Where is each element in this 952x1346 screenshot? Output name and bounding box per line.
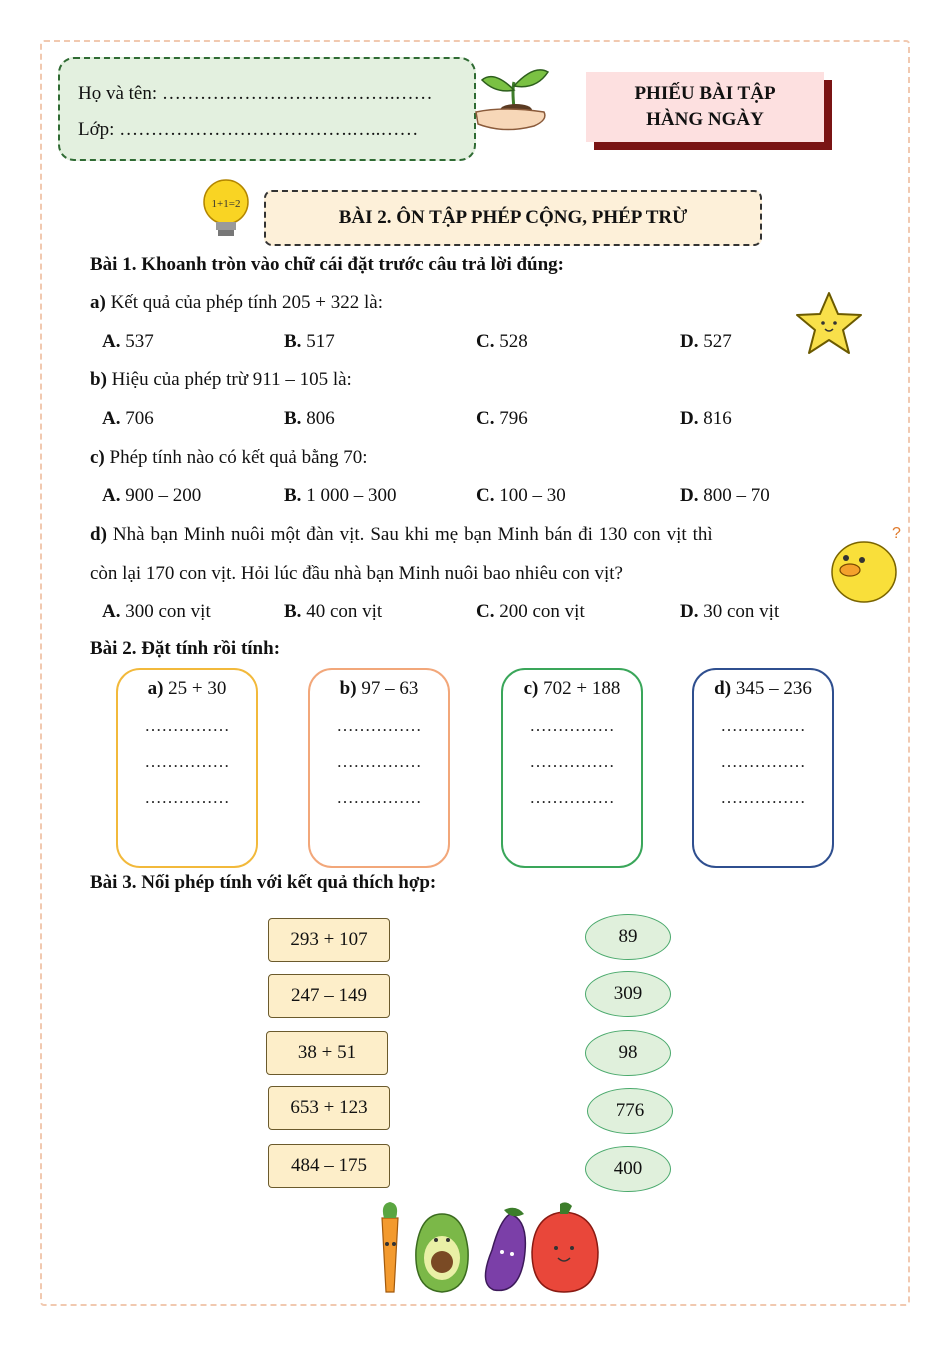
result-oval[interactable]: 89 — [585, 914, 671, 960]
ex1-a-option-b[interactable]: B. 517 — [284, 331, 335, 352]
expression-box[interactable]: 247 – 149 — [268, 974, 390, 1018]
ex1-d-option-c[interactable]: C. 200 con vịt — [476, 601, 585, 622]
ex2-box-c — [501, 668, 643, 868]
ex1-d-option-b[interactable]: B. 40 con vịt — [284, 601, 383, 622]
ex1-b-option-b[interactable]: B. 806 — [284, 408, 335, 429]
ex1-b-question: b) Hiệu của phép trừ 911 – 105 là: — [90, 369, 352, 390]
lesson-title: BÀI 2. ÔN TẬP PHÉP CỘNG, PHÉP TRỪ — [338, 207, 688, 228]
expression-box[interactable]: 38 + 51 — [266, 1031, 388, 1075]
answer-line[interactable]: …………… — [336, 788, 422, 807]
ex1-c-option-a[interactable]: A. 900 – 200 — [102, 485, 202, 506]
lightbulb-icon — [198, 176, 256, 242]
ex1-d-option-d[interactable]: D. 30 con vịt — [680, 601, 780, 622]
bulb-text: 1+1=2 — [211, 198, 241, 210]
duck-icon — [826, 520, 906, 606]
name-field[interactable]: Họ và tên: ……………………………….…… — [78, 83, 433, 104]
ex1-b-option-c[interactable]: C. 796 — [476, 408, 528, 429]
class-field[interactable]: Lớp: ……………………………….…..…… — [78, 119, 419, 140]
vegetables-illustration — [360, 1200, 610, 1300]
carrot-icon — [382, 1202, 398, 1292]
answer-line[interactable]: …………… — [529, 752, 615, 771]
expression-box[interactable]: 653 + 123 — [268, 1086, 390, 1130]
answer-line[interactable]: …………… — [720, 788, 806, 807]
star-icon — [794, 290, 864, 356]
title-line-1: PHIẾU BÀI TẬP — [634, 83, 776, 104]
ex2-box-b-title: b) 97 – 63 — [339, 678, 419, 699]
title-line-2: HÀNG NGÀY — [646, 109, 764, 130]
ex2-heading: Bài 2. Đặt tính rồi tính: — [90, 638, 281, 659]
ex1-c-option-c[interactable]: C. 100 – 30 — [476, 485, 566, 506]
answer-line[interactable]: …………… — [336, 716, 422, 735]
ex2-box-a-title: a) 25 + 30 — [147, 678, 227, 699]
answer-line[interactable]: …………… — [144, 716, 230, 735]
answer-line[interactable]: …………… — [720, 716, 806, 735]
answer-line[interactable]: …………… — [720, 752, 806, 771]
student-info-box — [58, 57, 476, 161]
ex2-box-a — [116, 668, 258, 868]
ex1-a-option-c[interactable]: C. 528 — [476, 331, 528, 352]
ex1-c-question: c) Phép tính nào có kết quả bằng 70: — [90, 447, 368, 468]
ex1-b-option-a[interactable]: A. 706 — [102, 408, 154, 429]
ex1-a-question: a) Kết quả của phép tính 205 + 322 là: — [90, 292, 384, 313]
answer-line[interactable]: …………… — [529, 716, 615, 735]
ex1-d-option-a[interactable]: A. 300 con vịt — [102, 601, 211, 622]
ex1-c-option-d[interactable]: D. 800 – 70 — [680, 485, 770, 506]
answer-line[interactable]: …………… — [336, 752, 422, 771]
result-oval[interactable]: 400 — [585, 1146, 671, 1192]
svg-text:?: ? — [892, 525, 901, 542]
result-oval[interactable]: 776 — [587, 1088, 673, 1134]
pepper-icon — [532, 1202, 598, 1292]
worksheet-title — [586, 72, 824, 142]
ex1-c-option-b[interactable]: B. 1 000 – 300 — [284, 485, 397, 506]
result-oval[interactable]: 98 — [585, 1030, 671, 1076]
ex2-box-c-title: c) 702 + 188 — [523, 678, 621, 699]
ex1-heading: Bài 1. Khoanh tròn vào chữ cái đặt trước câu trả lời đúng: — [90, 254, 564, 275]
ex1-d-question-line1: d) Nhà bạn Minh nuôi một đàn vịt. Sau khi mẹ bạn Minh bán đi 130 con vịt thì — [90, 524, 713, 545]
ex2-box-d-title: d) 345 – 236 — [714, 678, 812, 699]
ex1-a-option-a[interactable]: A. 537 — [102, 331, 154, 352]
ex3-heading: Bài 3. Nối phép tính với kết quả thích hợp: — [90, 872, 437, 893]
lesson-title-box — [264, 190, 762, 246]
eggplant-icon — [485, 1208, 525, 1291]
ex1-b-option-d[interactable]: D. 816 — [680, 408, 732, 429]
ex2-box-d — [692, 668, 834, 868]
answer-line[interactable]: …………… — [144, 788, 230, 807]
plant-hand-icon — [474, 60, 554, 140]
ex1-a-option-d[interactable]: D. 527 — [680, 331, 732, 352]
ex2-box-b — [308, 668, 450, 868]
expression-box[interactable]: 484 – 175 — [268, 1144, 390, 1188]
avocado-icon — [416, 1214, 468, 1292]
expression-box[interactable]: 293 + 107 — [268, 918, 390, 962]
result-oval[interactable]: 309 — [585, 971, 671, 1017]
answer-line[interactable]: …………… — [144, 752, 230, 771]
ex1-d-question-line2: còn lại 170 con vịt. Hỏi lúc đầu nhà bạn Minh nuôi bao nhiêu con vịt? — [90, 563, 623, 584]
answer-line[interactable]: …………… — [529, 788, 615, 807]
